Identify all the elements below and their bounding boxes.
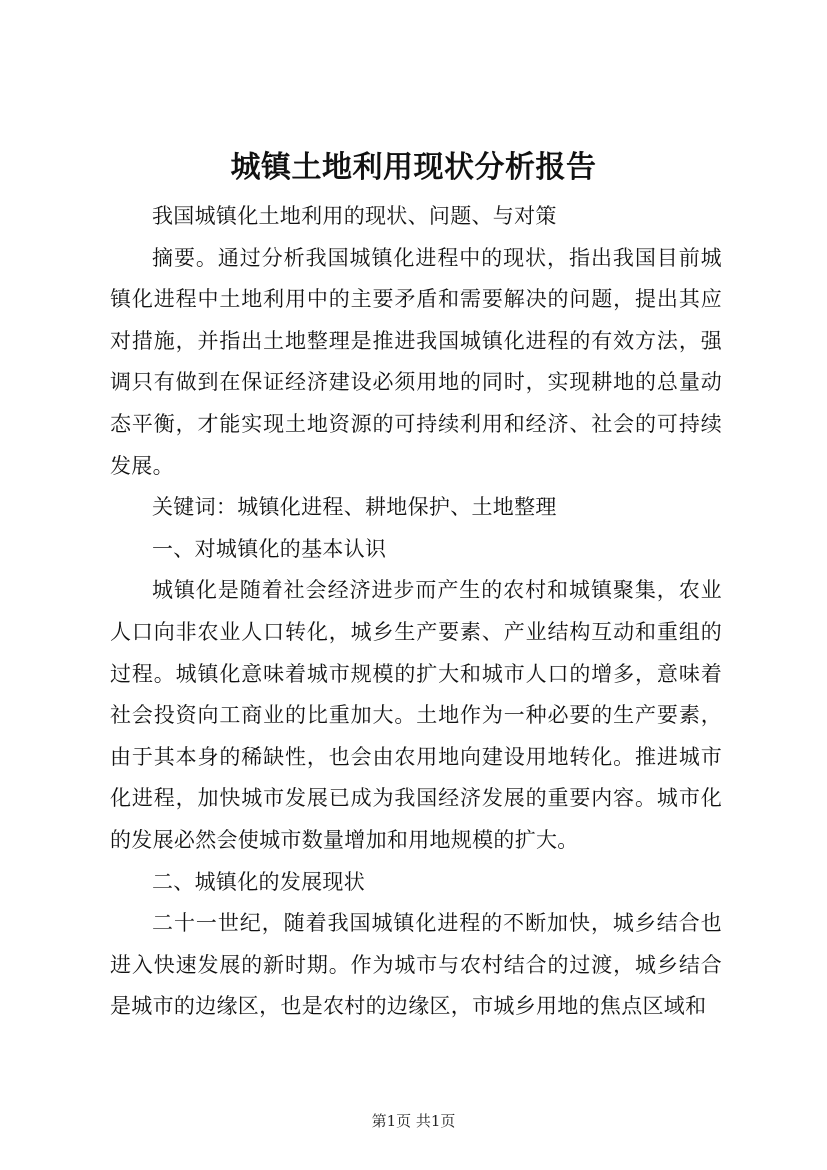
page-footer: 第1页 共1页: [371, 1112, 456, 1130]
abstract-paragraph: 摘要。通过分析我国城镇化进程中的现状，指出我国目前城镇化进程中土地利用中的主要矛盾和需要解决的问题，提出其应对措施，并指出土地整理是推进我国城镇化进程的有效方法，强调只有做到在保证经济建设必须用地的同时，实现耕地的总量动态平衡，才能实现土地资源的可持续利用和经济、社会的可持续发展。: [110, 245, 722, 478]
section-heading-2: 二、城镇化的发展现状: [152, 869, 365, 894]
subtitle-paragraph: 我国城镇化土地利用的现状、问题、与对策: [152, 204, 557, 228]
section-heading-1: 一、对城镇化的基本认识: [152, 536, 387, 561]
document-body: [110, 196, 722, 1028]
document-title: 城镇土地利用现状分析报告: [230, 150, 597, 185]
section-1-paragraph: 城镇化是随着社会经济进步而产生的农村和城镇聚集，农业人口向非农业人口转化，城乡生产要素、产业结构互动和重组的过程。城镇化意味着城市规模的扩大和城市人口的增多，意味着社会投资向工商业的比重加大。土地作为一种必要的生产要素，由于其本身的稀缺性，也会由农用地向建设用地转化。推进城市化进程，加快城市发展已成为我国经济发展的重要内容。城市化的发展必然会使城市数量增加和用地规模的扩大。: [110, 578, 722, 852]
section-2-paragraph: 二十一世纪，随着我国城镇化进程的不断加快，城乡结合也进入快速发展的新时期。作为城市与农村结合的过渡，城乡结合是城市的边缘区，也是农村的边缘区，市城乡用地的焦点区域和: [110, 911, 722, 1019]
keywords-paragraph: 关键词：城镇化进程、耕地保护、土地整理: [152, 495, 557, 520]
